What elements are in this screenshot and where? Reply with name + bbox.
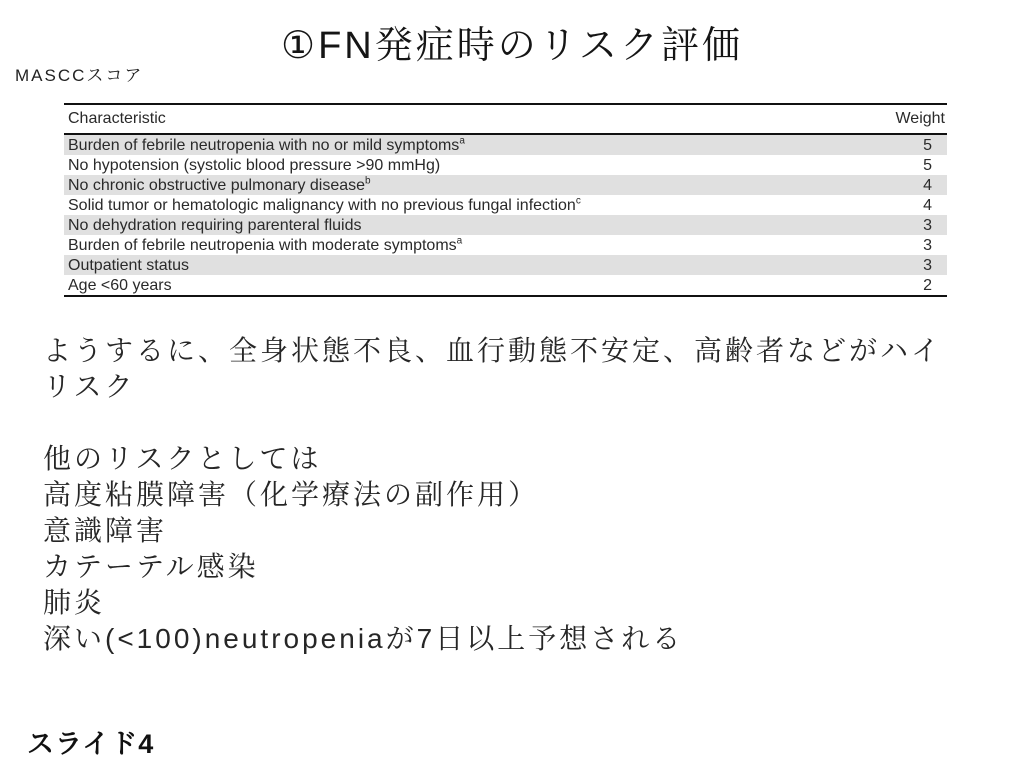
slide-number-label: スライド4: [27, 729, 155, 759]
note-line: リスク: [43, 371, 136, 402]
note-line: ようするに、全身状態不良、血行動態不安定、高齢者などがハイ: [43, 335, 943, 366]
table-row: [64, 255, 947, 275]
mascc-score-table: [64, 103, 947, 297]
table-row: [64, 215, 947, 235]
weight-cell: 5: [923, 136, 932, 154]
note-line: 意識障害: [43, 515, 168, 546]
weight-cell: 3: [923, 216, 932, 234]
weight-cell: 2: [867, 275, 947, 296]
weight-cell: 4: [923, 176, 932, 194]
note-line: カテーテル感染: [43, 551, 259, 582]
table-row: [64, 134, 947, 155]
table-row: [64, 155, 947, 175]
blank-line: [43, 405, 942, 441]
note-line: 肺炎: [43, 587, 106, 618]
characteristic-cell: No hypotension (systolic blood pressure >90 mmHg): [68, 156, 441, 174]
footnote-marker: c: [575, 195, 581, 207]
other-risk-lines: [43, 441, 942, 657]
footnote-marker: b: [365, 175, 371, 187]
summary-lines: [43, 333, 942, 405]
weight-cell: 3: [923, 236, 932, 254]
note-line: 他のリスクとしては: [43, 443, 322, 474]
footnote-marker: a: [459, 135, 465, 147]
footnote-marker: a: [456, 235, 463, 247]
characteristic-cell: Solid tumor or hematologic malignancy with no previous fungal infection$^c$: [68, 195, 581, 214]
weight-cell: 3: [923, 256, 932, 274]
page-title: ①FN発症時のリスク評価: [281, 25, 743, 67]
table-row: [64, 235, 947, 255]
characteristic-cell: Burden of febrile neutropenia with moderate symptoms$^a$: [68, 235, 463, 254]
table-row: [64, 175, 947, 195]
characteristic-cell: No dehydration requiring parenteral fluids: [68, 216, 362, 234]
column-header-characteristic: Characteristic: [64, 104, 867, 134]
table-row: [64, 275, 947, 296]
column-header-weight: Weight: [867, 104, 947, 134]
characteristic-cell: Outpatient status: [68, 256, 189, 274]
note-line: 深い(<100)neutropeniaが7日以上予想される: [43, 623, 684, 654]
table-row: [64, 195, 947, 215]
note-line: 高度粘膜障害（化学療法の副作用）: [43, 479, 540, 510]
notes-block: [43, 333, 942, 657]
weight-cell: 5: [923, 156, 932, 174]
mascc-score-label: MASCCスコア: [15, 66, 144, 85]
table-body: [64, 134, 947, 296]
table-header-row: [64, 104, 947, 134]
characteristic-cell: Age <60 years: [64, 275, 867, 296]
characteristic-cell: No chronic obstructive pulmonary disease$^b$: [68, 175, 371, 194]
characteristic-cell: Burden of febrile neutropenia with no or mild symptoms$^a$: [68, 135, 465, 154]
weight-cell: 4: [923, 196, 932, 214]
